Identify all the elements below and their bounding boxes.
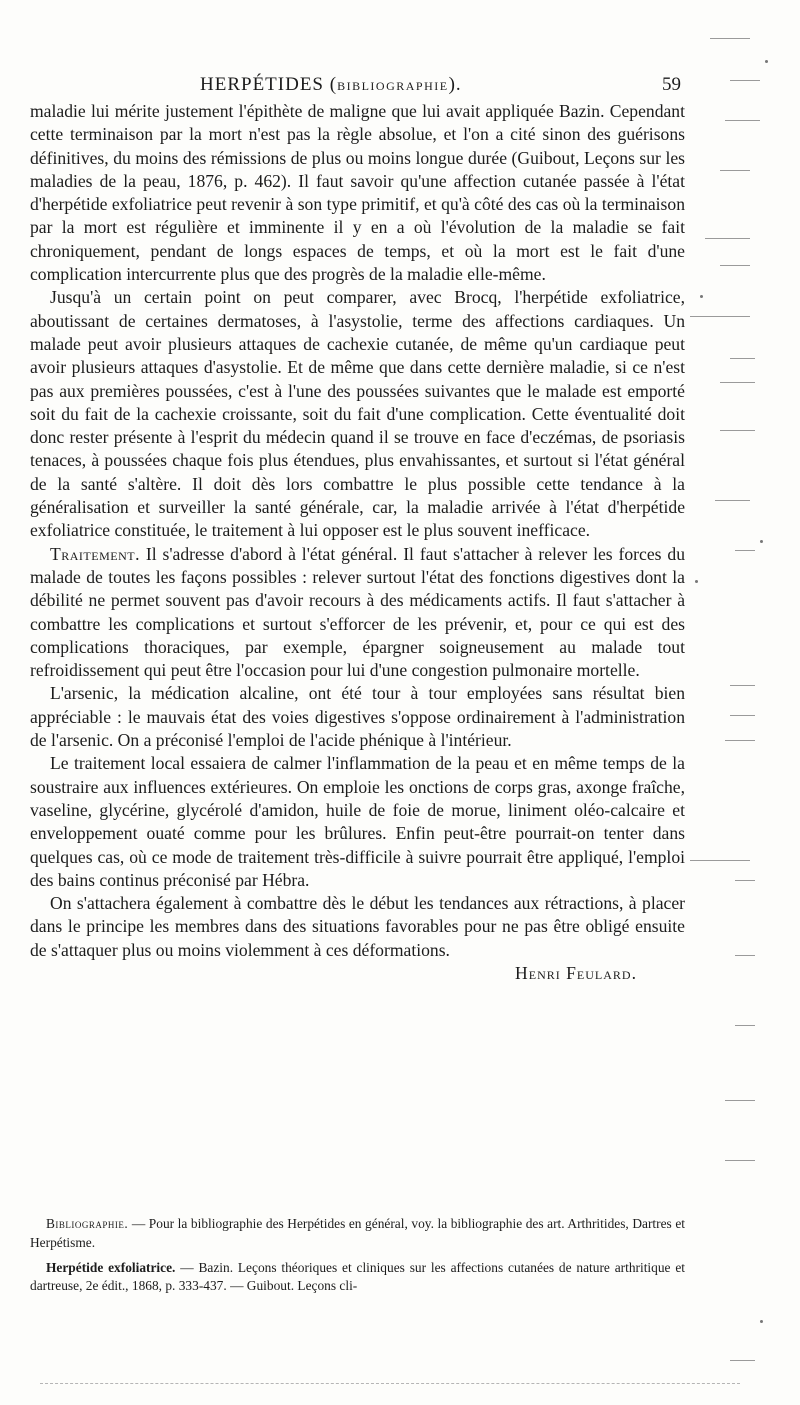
running-title: HERPÉTIDES (BIBLIOGRAPHIE).: [200, 74, 462, 95]
scan-mark: [705, 238, 750, 239]
scan-mark: [720, 430, 755, 431]
scan-mark: [735, 880, 755, 881]
scan-mark: [735, 955, 755, 956]
scan-mark: [725, 1160, 755, 1161]
paragraph-arsenic: L'arsenic, la médication alcaline, ont été tour à tour employées sans résultat bien appréciable : le mauvais état des voies digestives s'oppose ordinairement à l'administration de l'arsenic. On a préconisé l'emploi de l'acide phénique à l'intérieur.: [30, 683, 685, 751]
scan-mark: [715, 500, 750, 501]
bibliography-label: Bibliographie.: [46, 1216, 129, 1231]
scan-mark: [725, 740, 755, 741]
bibliography-section: [30, 1215, 685, 1302]
paragraph-retractions: On s'attachera également à combattre dès le début les tendances aux rétractions, à placer dans le principe les membres dans des situations favorables pour ne pas être obligé ensuite de s'attaquer plus ou moins violemment à ces déformations.: [30, 893, 685, 960]
scan-mark: [690, 860, 750, 861]
scan-dot: [760, 540, 763, 543]
scan-mark: [730, 715, 755, 716]
scan-dot: [695, 580, 698, 583]
running-header: [30, 74, 685, 98]
scan-mark: [710, 38, 750, 39]
scan-mark: [720, 265, 750, 266]
treatment-label: Traitement.: [50, 543, 140, 564]
scan-mark: [730, 358, 755, 359]
scan-mark: [720, 382, 755, 383]
scan-dot: [760, 1320, 763, 1323]
scan-mark: [690, 316, 750, 317]
paragraph-treatment: Traitement. Il s'adresse d'abord à l'état général. Il faut s'attacher à relever les forces du malade de toutes les façons possibles : relever surtout l'état des fonctions digestives dont la débilité ne permet souvent pas d'avoir recours à des médicaments actifs. Il faut s'attacher à combattre les complications et surtout s'efforcer de les prévenir, et, pour ce qui est des complications thoraciques, par exemple, épargner soigneusement au malade tout refroidissement qui peut être l'occasion pour lui d'une congestion pulmonaire mortelle.: [30, 543, 685, 681]
bottom-scan-rule: [40, 1383, 740, 1384]
paragraph-continuation: maladie lui mérite justement l'épithète de maligne que lui avait appliquée Bazin. Cependant cette terminaison par la mort n'est pas la règle absolue, et l'on a cité sinon des guérisons définitives, du moins des rémissions de plus ou moins longue durée (Guibout, Leçons sur les maladies de la peau, 1876, p. 462). Il faut savoir qu'une affection cutanée passée à l'état d'herpétide exfoliatrice peut revenir à son type primitif, et qu'à côté des cas où la terminaison par la mort est régulière et imminente il y en a où l'évolution de la maladie se fait chroniquement, pendant de longs espaces de temps, et où la mort est le fait d'une complication intercurrente plus que des progrès de la maladie elle-même.: [30, 101, 685, 285]
body-text: [30, 100, 685, 985]
scan-mark: [730, 685, 755, 686]
bibliography-general: Bibliographie. — Pour la bibliographie des Herpétides en général, voy. la bibliographie des art. Arthritides, Dartres et Herpétisme.: [30, 1216, 685, 1250]
scan-mark: [730, 80, 760, 81]
scan-mark: [735, 550, 755, 551]
scan-mark: [720, 170, 750, 171]
scan-dot: [765, 60, 768, 63]
scan-dot: [700, 295, 703, 298]
bibliography-exfoliative: Herpétide exfoliatrice. — Bazin. Leçons théoriques et cliniques sur les affections cutanées de nature arthritique et dartreuse, 2e édit., 1868, p. 333-437. — Guibout. Leçons cli-: [30, 1259, 685, 1294]
margin-scan-marks: [690, 20, 800, 1400]
bibliography-entry-label: Herpétide exfoliatrice.: [46, 1259, 176, 1275]
paragraph-local-treatment: Le traitement local essaiera de calmer l'inflammation de la peau et en même temps de la soustraire aux influences extérieures. On emploie les onctions de corps gras, axonge fraîche, vaseline, glycérine, glycérolé d'amidon, huile de foie de morue, liniment oléo-calcaire et enveloppement ouaté comme pour les brûlures. Enfin peut-être pourrait-on tenter dans quelques cas, où ce mode de traitement très-difficile à suivre pourrait être appliqué, l'emploi des bains continus préconisé par Hébra.: [30, 753, 685, 890]
author-signature: Henri Feulard.: [515, 962, 637, 983]
scan-mark: [735, 1025, 755, 1026]
page-number: 59: [662, 74, 681, 95]
paragraph-brocq-comparison: Jusqu'à un certain point on peut comparer, avec Brocq, l'herpétide exfoliatrice, aboutissant de certaines dermatoses, à l'asystolie, terme des affections cardiaques. Un malade peut avoir plusieurs attaques de cachexie cutanée, de même qu'un cardiaque peut avoir plusieurs attaques d'asystolie. Et de même que dans cette dernière maladie, si ce n'est pas aux premières poussées, c'est à l'une des poussées suivantes que le malade est emporté soit du fait de la cachexie croissante, soit du fait d'une complication. Cette éventualité doit donc rester présente à l'esprit du médecin quand il se trouve en face d'eczémas, de psoriasis tenaces, à poussées chaque fois plus étendues, plus envahissantes, et surtout si l'état général de la santé s'altère. Il doit dès lors combattre le plus possible cette tendance à la généralisation et surveiller la santé générale, car, la maladie arrivée à l'état d'herpétide exfoliatrice constituée, le traitement à lui opposer est le plus souvent inefficace.: [30, 287, 685, 541]
scan-mark: [725, 1100, 755, 1101]
scan-mark: [730, 1360, 755, 1361]
scan-mark: [725, 120, 760, 121]
